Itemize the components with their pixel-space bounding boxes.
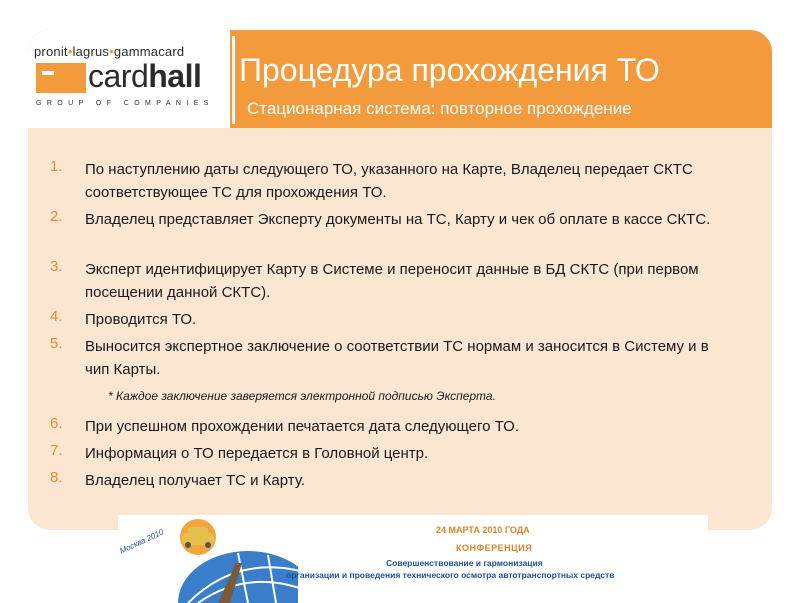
conference-line-2: организации и проведения технического осмотра автотранспортных средств <box>286 570 615 580</box>
card-icon <box>36 63 86 93</box>
slide-panel: pronit•lagrus•gammacard cardhall GROUP OF COMPANIES Процедура прохождения ТО Стационарная система: повторное прохождение 1. По наступлению даты следующего ТО, указанного на Карте, Владелец передает СКТС соответствующее ТС для прохождения ТО. 2. Владелец представляет Эксперту документы на ТС, Карту и чек об оплате в кассе СКТС. 3. Эксперт идентифицирует Карту в Системе и переносит данные в БД СКТС (при первом посещении данной СКТС). 4. Проводится ТО. 5. Выносится экспертное заключение о соответствии ТС нормам и заносится в Систему и в чип Карты. * Каждое заключение заверяется электронной подписью Эксперта. 6. При успешном прохождении печатается дата следующего ТО. 7. Информация о ТО передается в Головной центр. 8. Владелец получает ТС и Карту. <box>28 30 772 530</box>
conference-label: КОНФЕРЕНЦИЯ <box>456 543 533 553</box>
footnote: * Каждое заключение заверяется электронной подписью Эксперта. <box>108 389 496 403</box>
conference-banner <box>118 515 708 592</box>
page-title: Процедура прохождения ТО <box>239 52 660 88</box>
conference-date: 24 МАРТА 2010 ГОДА <box>436 525 530 535</box>
handwritten-mark: Москва 2010 <box>118 527 166 556</box>
header-divider <box>232 36 235 124</box>
company-logo <box>28 30 230 128</box>
header-bar <box>28 30 772 128</box>
conference-line-1: Совершенствование и гармонизация <box>386 558 543 568</box>
logo-partners: pronit•lagrus•gammacard <box>34 44 185 59</box>
car-icon <box>168 517 228 557</box>
logo-wordmark: cardhall <box>88 58 202 94</box>
logo-group-text: GROUP OF COMPANIES <box>36 100 214 107</box>
page-subtitle: Стационарная система: повторное прохождение <box>247 99 632 118</box>
